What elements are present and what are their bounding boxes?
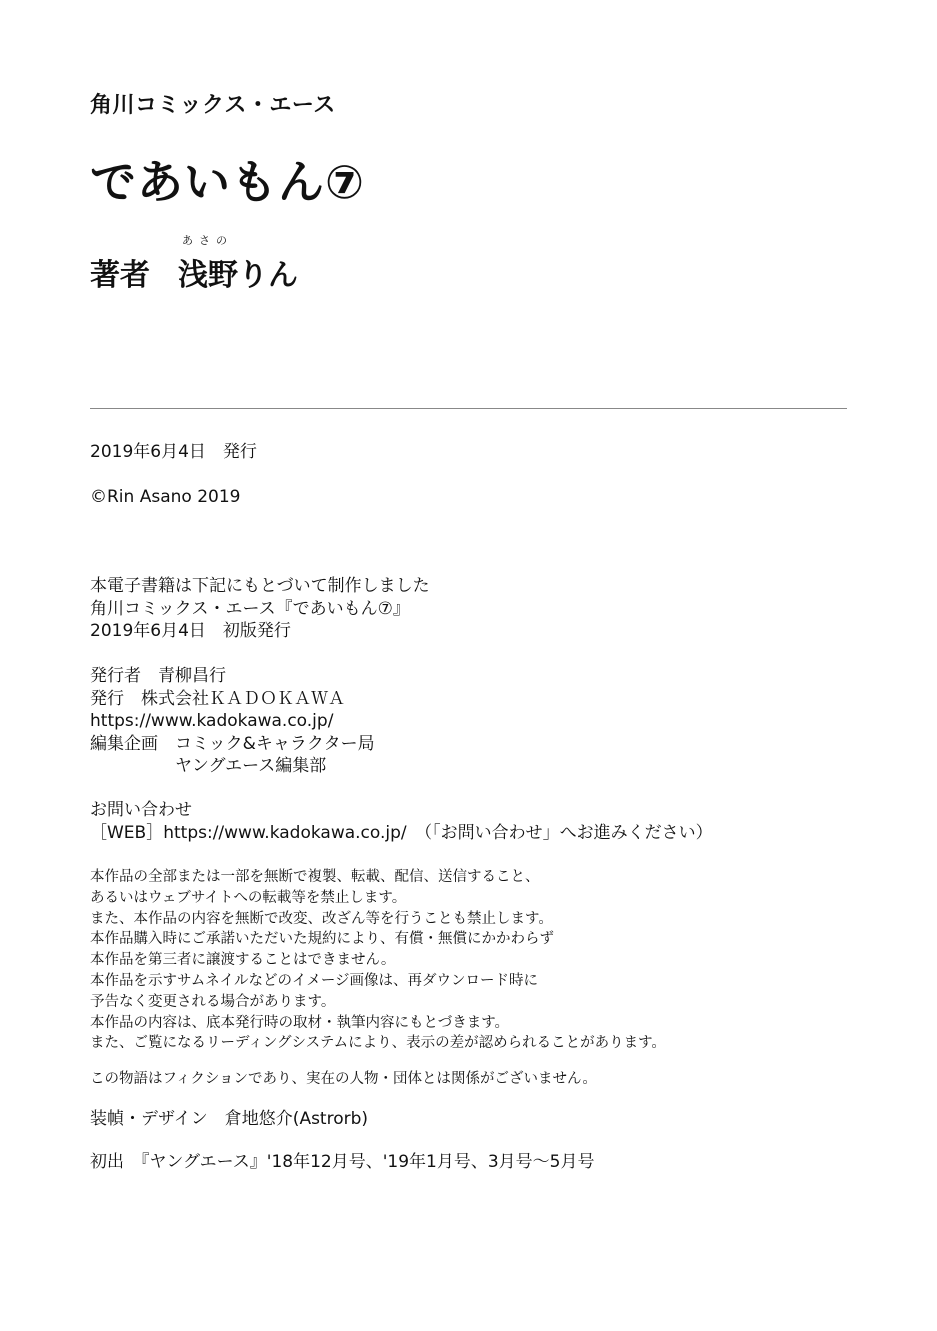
copyright-line: ©Rin Asano 2019 bbox=[90, 487, 241, 507]
legal-notice-line: 本作品を第三者に譲渡することはできません。 bbox=[90, 952, 396, 969]
publisher-url: https://www.kadokawa.co.jp/ bbox=[90, 711, 334, 731]
legal-notice-line: 本作品の全部または一部を無断で複製、転載、配信、送信すること、 bbox=[90, 869, 540, 885]
publication-date: 2019年6月4日 発行 bbox=[90, 442, 257, 462]
publisher-info-line: 編集企画 コミック&キャラクター局 bbox=[90, 733, 375, 754]
divider-rule bbox=[90, 408, 847, 409]
author-line bbox=[90, 234, 298, 294]
author-role: 著者 bbox=[90, 258, 150, 293]
fiction-notice: この物語はフィクションであり、実在の人物・団体とは関係がございません。 bbox=[90, 1071, 597, 1087]
ebook-note-line: 2019年6月4日 初版発行 bbox=[90, 621, 291, 641]
ebook-note-block bbox=[90, 575, 430, 643]
legal-notice-line: 予告なく変更される場合があります。 bbox=[90, 993, 336, 1010]
inquiry-block bbox=[90, 799, 713, 844]
publisher-info-line: 発行者 青柳昌行 bbox=[90, 666, 226, 686]
legal-notice-line: 本作品の内容は、底本発行時の取材・執筆内容にもとづきます。 bbox=[90, 1014, 510, 1031]
legal-notice-line: 本作品を示すサムネイルなどのイメージ画像は、再ダウンロード時に bbox=[90, 972, 539, 989]
publisher-info-line: ヤングエース編集部 bbox=[90, 756, 327, 776]
legal-notice-line: また、本作品の内容を無断で改変、改ざん等を行うことも禁止します。 bbox=[90, 910, 553, 927]
imprint-label: 角川コミックス・エース bbox=[90, 93, 336, 118]
legal-notice-line: 本作品購入時にご承諾いただいた規約により、有償・無償にかかわらず bbox=[90, 931, 554, 948]
book-title: であいもん⑦ bbox=[90, 155, 365, 209]
publisher-info-line: 発行 株式会社ＫＡＤＯＫＡＷＡ bbox=[90, 688, 345, 709]
first-appearance: 初出 『ヤングエース』'18年12月号、'19年1月号、3月号～5月号 bbox=[90, 1152, 595, 1172]
inquiry-heading: お問い合わせ bbox=[90, 800, 192, 820]
author-name-block bbox=[178, 234, 298, 294]
design-credit: 装幀・デザイン 倉地悠介(Astrorb) bbox=[90, 1109, 369, 1129]
author-ruby: あさの bbox=[182, 234, 233, 247]
legal-notice-line: あるいはウェブサイトへの転載等を禁止します。 bbox=[90, 889, 407, 906]
publisher-info-block bbox=[90, 665, 375, 778]
ebook-note-line: 角川コミックス・エース『であいもん⑦』 bbox=[90, 598, 410, 619]
ebook-note-line: 本電子書籍は下記にもとづいて制作しました bbox=[90, 576, 430, 596]
inquiry-web-line: ［WEB］https://www.kadokawa.co.jp/ （「お問い合わせ」へお進みください） bbox=[90, 822, 713, 843]
legal-notice-block bbox=[90, 867, 666, 1054]
legal-notice-line: また、ご覧になるリーディングシステムにより、表示の差が認められることがあります。 bbox=[90, 1035, 666, 1052]
author-name: 浅野りん bbox=[178, 258, 298, 293]
